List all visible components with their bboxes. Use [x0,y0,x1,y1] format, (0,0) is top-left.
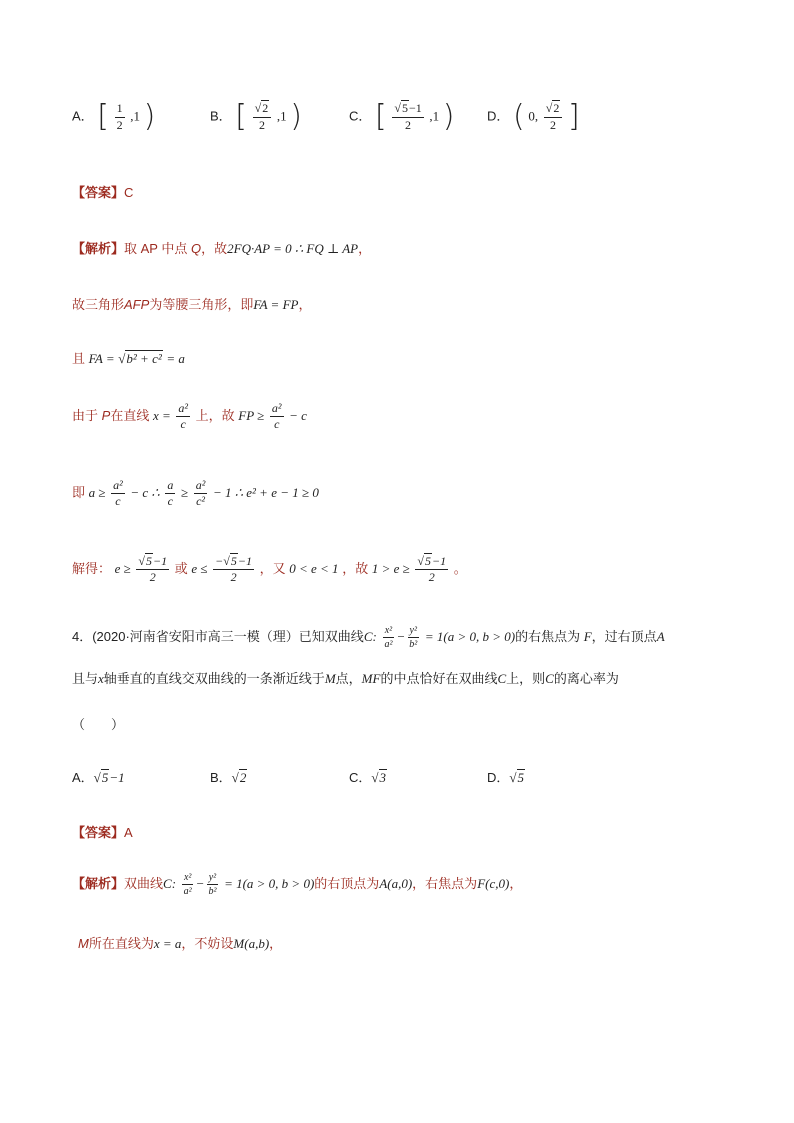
q3-option-c: C． [ $\frac{√5-1}{2}$ ,1 ) [349,99,455,134]
q3-analysis-line-1: 【解析】取 AP 中点 Q，故2FQ·AP = 0 ∴ FQ ⊥ AP， [72,241,372,256]
q4-answer: 【答案】A [72,825,133,840]
q4-stem-line-2: 且与x轴垂直的直线交双曲线的一条渐近线于M点，MF的中点恰好在双曲线C上，则C的离心率为 [72,671,619,686]
q3-option-a: A． [ $\frac{1}{2}$ ,1 ) [72,99,156,134]
q4-option-d: D．√5 [487,770,525,785]
q3-analysis-line-3: 且 FA = √b² + c² = a [72,351,185,366]
q4-option-a: A．√5−1 [72,770,125,785]
q4-option-b: B．√2 [210,770,247,785]
q4-analysis-line-2: M所在直线为x = a，不妨设M(a,b)， [78,936,283,951]
q4-stem-line-1: 4．(2020·河南省安阳市高三一模（理）已知双曲线C: $\frac{\text{x²}}{\text{a²}}$ − $\frac{\text{y²}}{\text{b²}}$ = 1(a > 0, b > 0)的右焦点为 F，过右顶点A [72,625,665,650]
q3-analysis-line-5: 即 a ≥ $\frac{\text{a²}}{c}$ − c ∴ $\frac{a}{c}$ ≥ $\frac{\text{a²}}{\text{c²}}$ − 1 ∴ e² + e − 1 ≥ 0 [72,478,319,509]
q4-option-c: C．√3 [349,770,387,785]
q3-analysis-line-2: 故三角形AFP为等腰三角形，即FA = FP， [72,297,312,312]
q4-analysis-line-1: 【解析】双曲线C: $\frac{\text{x²}}{\text{a²}}$ − $\frac{\text{y²}}{\text{b²}}$ = 1(a > 0, b > 0)的右顶点为A(a,0)，右焦点为F(c,0)， [72,872,523,897]
q3-option-d: D． ( 0, $\frac{√2}{2}$ ] [487,99,580,134]
q3-analysis-line-4: 由于 P在直线 x = $\frac{\text{a²}}{c}$ 上，故 FP ≥ $\frac{\text{a²}}{c}$ − c [72,401,307,432]
q4-bracket: （ ） [72,717,125,732]
q3-answer: 【答案】C [72,185,134,200]
q3-analysis-line-6: 解得： e ≥ $\frac{√5-1}{2}$ 或 e ≤ $\frac{-√5-1}{2}$ ，又 0 < e < 1 ，故 1 > e ≥ $\frac{√5-1}{2}$ 。 [72,554,467,585]
q3-option-b: B． [ $\frac{√2}{2}$ ,1 ) [210,99,302,134]
